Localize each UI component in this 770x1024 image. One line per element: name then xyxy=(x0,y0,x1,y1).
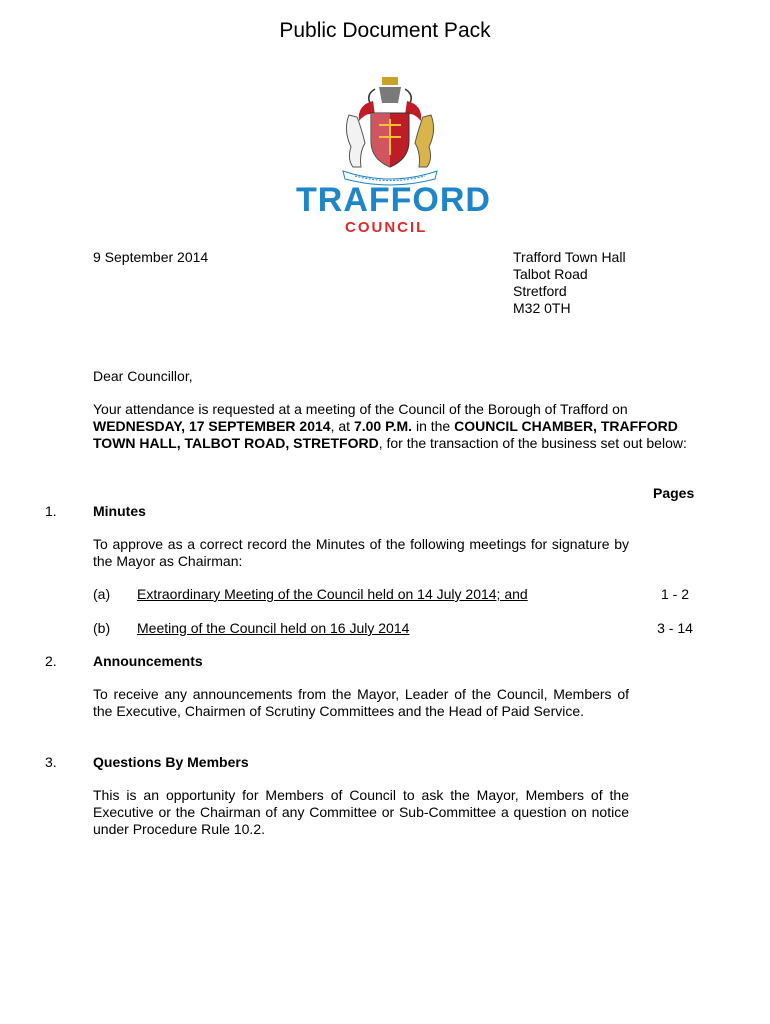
meeting-date: WEDNESDAY, 17 SEPTEMBER 2014 xyxy=(93,418,331,434)
meeting-time: 7.00 P.M. xyxy=(353,418,413,434)
address-line: Stretford xyxy=(513,283,567,299)
pages-column-header: Pages xyxy=(653,485,695,501)
intro-text: , for the transaction of the business set out below: xyxy=(378,435,687,451)
intro-text: Your attendance is requested at a meeting of the Council of the Borough of Trafford on xyxy=(93,401,628,417)
letter-date: 9 September 2014 xyxy=(93,249,209,265)
intro-text: in the xyxy=(412,418,455,434)
meeting-venue: COUNCIL CHAMBER, TRAFFORD TOWN HALL, TALBOT ROAD, STRETFORD xyxy=(93,418,678,451)
page-reference: 1 - 2 xyxy=(660,586,689,602)
trafford-crest-logo xyxy=(335,75,445,187)
intro-paragraph xyxy=(93,401,693,452)
agenda-item-number: 2. xyxy=(45,653,57,669)
address-line: Talbot Road xyxy=(513,266,588,282)
address-line: M32 0TH xyxy=(513,300,571,316)
agenda-item-title: Announcements xyxy=(93,653,203,669)
minutes-link-14-july[interactable]: Extraordinary Meeting of the Council held on 14 July 2014; and xyxy=(137,586,528,602)
agenda-item-number: 3. xyxy=(45,754,57,770)
agenda-item-description: This is an opportunity for Members of Council to ask the Mayor, Members of the Executive or the Chairman of any Committee or Sub-Committee a question on notice under Procedure Rule 10.2. xyxy=(93,787,629,837)
agenda-item-description: To receive any announcements from the Mayor, Leader of the Council, Members of the Executive, Chairmen of Scrutiny Committees and the Head of Paid Service. xyxy=(93,686,629,719)
minutes-link-16-july[interactable]: Meeting of the Council held on 16 July 2014 xyxy=(137,620,410,636)
page-reference: 3 - 14 xyxy=(657,620,693,636)
agenda-item-description: To approve as a correct record the Minutes of the following meetings for signature by the Mayor as Chairman: xyxy=(93,536,629,569)
address-line: Trafford Town Hall xyxy=(513,249,626,265)
document-title: Public Document Pack xyxy=(279,19,491,42)
salutation: Dear Councillor, xyxy=(93,368,193,384)
trafford-wordmark: TRAFFORD xyxy=(296,181,491,219)
intro-text: , at xyxy=(330,418,354,434)
subitem-label: (b) xyxy=(93,620,111,636)
agenda-item-title: Minutes xyxy=(93,503,146,519)
subitem-label: (a) xyxy=(93,586,111,602)
agenda-item-title: Questions By Members xyxy=(93,754,249,770)
council-wordmark: COUNCIL xyxy=(345,219,428,236)
agenda-item-number: 1. xyxy=(45,503,57,519)
address-block xyxy=(513,249,626,317)
